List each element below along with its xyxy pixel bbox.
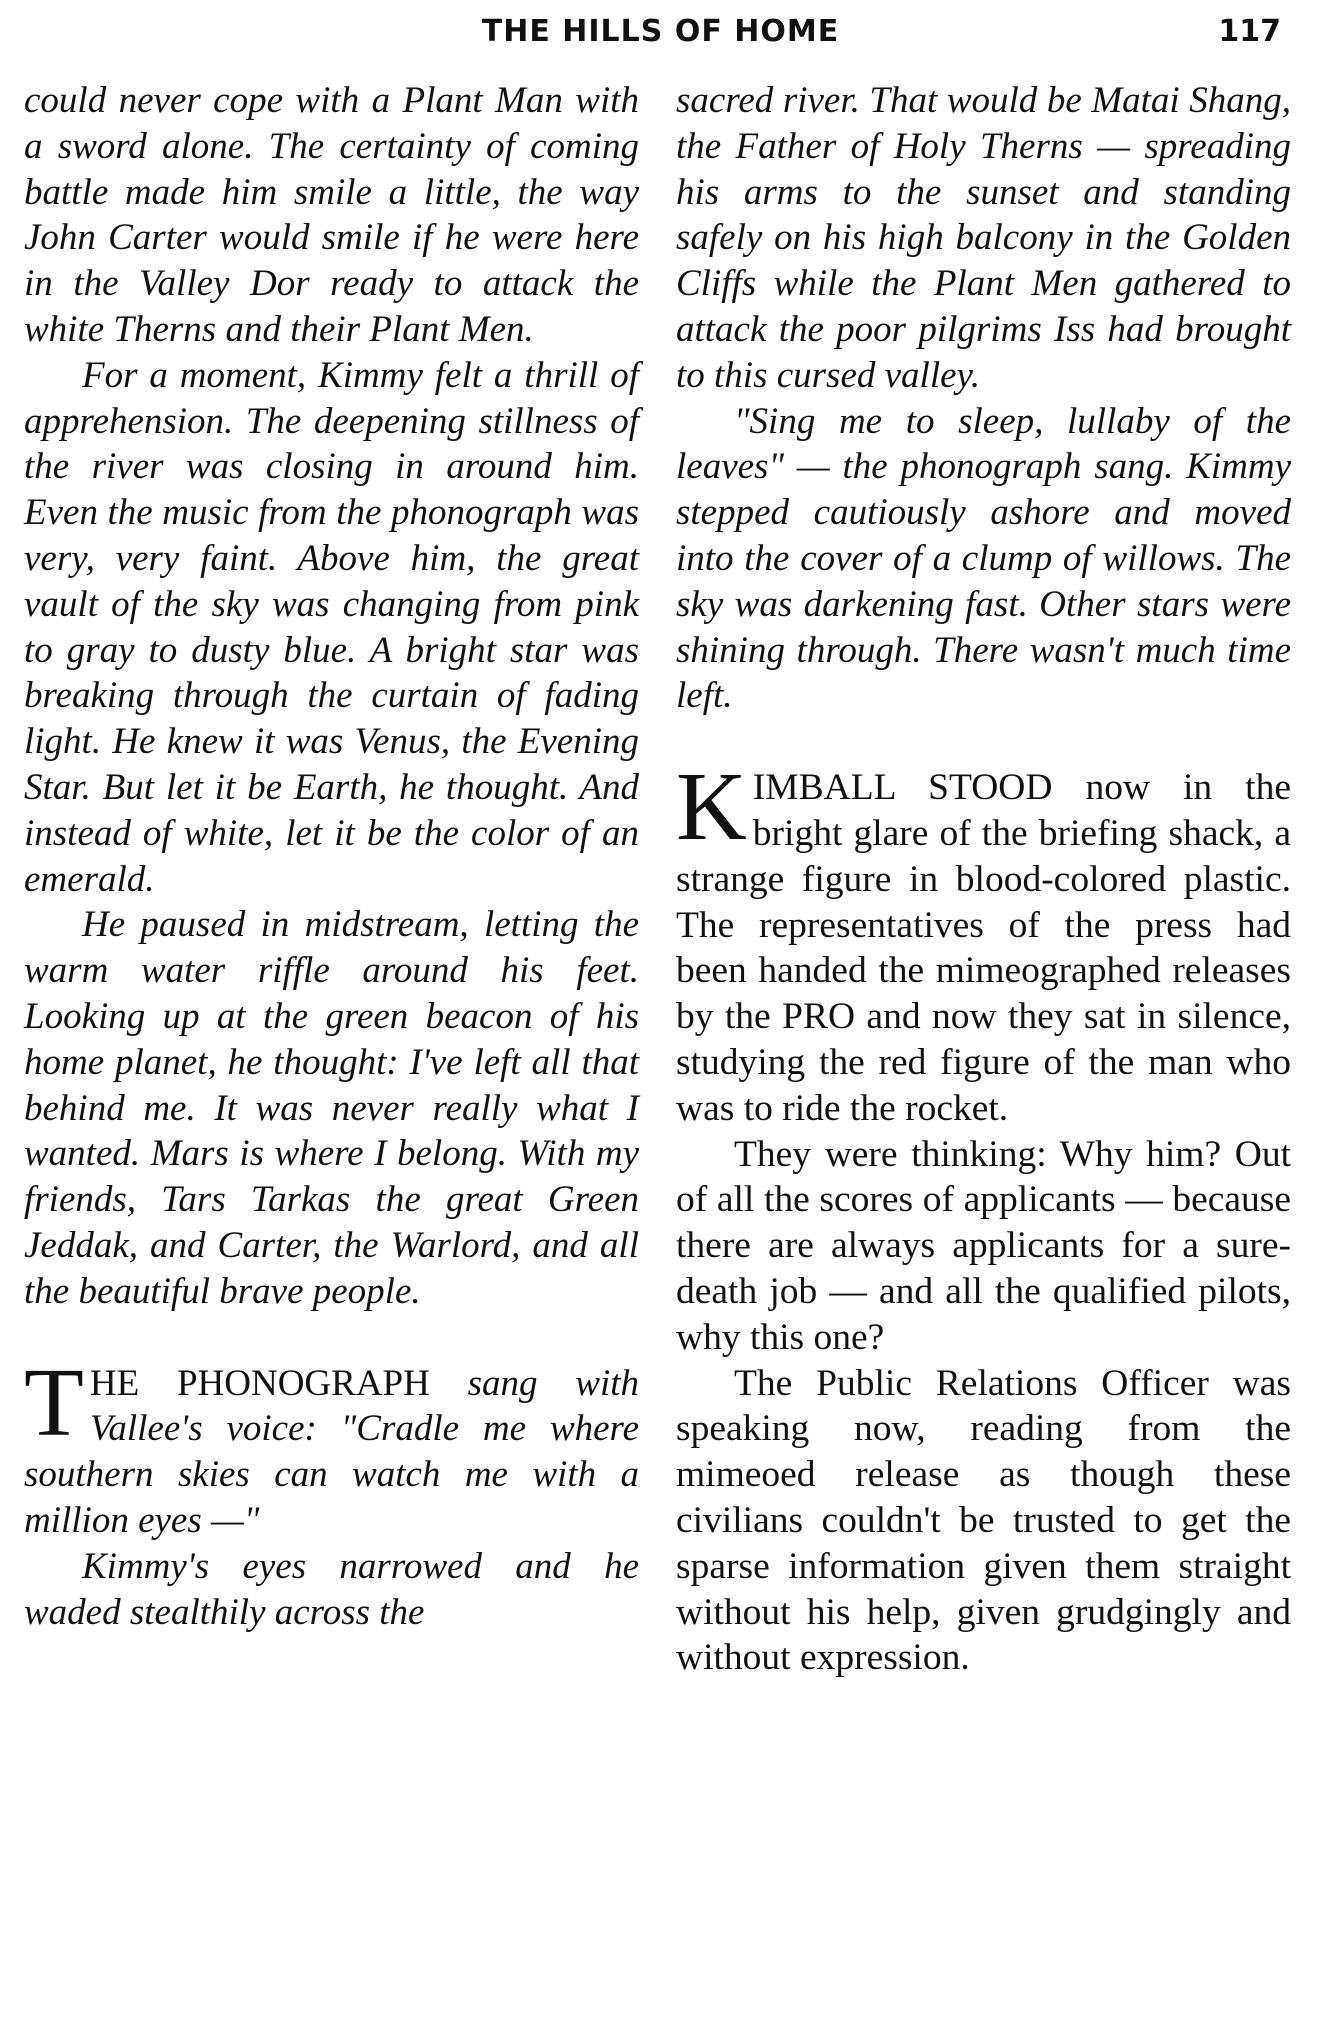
page-number: 117 bbox=[1218, 14, 1281, 49]
left-column bbox=[24, 78, 639, 1635]
drop-cap: K bbox=[676, 753, 747, 862]
small-caps-lead: HE PHONOGRAPH bbox=[89, 1362, 430, 1404]
drop-cap: T bbox=[24, 1348, 84, 1457]
section-opening-paragraph bbox=[676, 753, 1291, 1131]
paragraph: could never cope with a Plant Man with a sword alone. The certainty of coming battle made him smile a little, the way John Carter would smile if he were here in the Valley Dor ready to attack the white Therns and their Plant Men. bbox=[24, 80, 639, 350]
small-caps-lead: IMBALL STOOD bbox=[752, 767, 1053, 809]
running-head-title: THE HILLS OF HOME bbox=[481, 14, 840, 49]
paragraph: Kimmy's eyes narrowed and he waded stealthily across the bbox=[24, 1545, 639, 1633]
page-header bbox=[0, 14, 1321, 64]
paragraph: The Public Relations Officer was speaking now, reading from the mimeoed release as though these civilians couldn't be trusted to get the sparse information given them straight without his help, given grudgingly and without expression. bbox=[676, 1362, 1291, 1679]
paragraph: For a moment, Kimmy felt a thrill of apprehension. The deepening stillness of the river was closing in around him. Even the music from the phonograph was very, very faint. Above him, the great vault of the sky was changing from pink to gray to dusty blue. A bright star was breaking through the curtain of fading light. He knew it was Venus, the Evening Star. But let it be Earth, he thought. And instead of white, let it be the color of an emerald. bbox=[24, 354, 639, 900]
paragraph: "Sing me to sleep, lullaby of the leaves" — the phonograph sang. Kimmy stepped cautiously ashore and moved into the cover of a clump of willows. The sky was darkening fast. Other stars were shining through. There wasn't much time left. bbox=[676, 400, 1291, 717]
paragraph-text: now in the bright glare of the briefing shack, a strange figure in blood-colored plastic. The representatives of the press had been handed the mimeographed releases by the PRO and now they sat in silence, studying the red figure of the man who was to ride the rocket. bbox=[676, 767, 1291, 1129]
section-opening-paragraph bbox=[24, 1348, 640, 1544]
paragraph-text: sang with Vallee's voice: "Cradle me where southern skies can watch me with a million eyes —" bbox=[24, 1362, 640, 1541]
right-column bbox=[676, 78, 1291, 1681]
paragraph: sacred river. That would be Matai Shang, the Father of Holy Therns — spreading his arms to the sunset and standing safely on his high balcony in the Golden Cliffs while the Plant Men gathered to attack the poor pilgrims Iss had brought to this cursed valley. bbox=[676, 80, 1291, 396]
paragraph: He paused in midstream, letting the warm water riffle around his feet. Looking up at the green beacon of his home planet, he thought: I've left all that behind me. It was never really what I wanted. Mars is where I belong. With my friends, Tars Tarkas the great Green Jeddak, and Carter, the Warlord, and all the beautiful brave people. bbox=[24, 904, 639, 1312]
paragraph: They were thinking: Why him? Out of all the scores of applicants — because there are always applicants for a sure-death job — and all the qualified pilots, why this one? bbox=[676, 1133, 1291, 1358]
section-break bbox=[24, 1315, 639, 1361]
section-break bbox=[676, 719, 1291, 765]
